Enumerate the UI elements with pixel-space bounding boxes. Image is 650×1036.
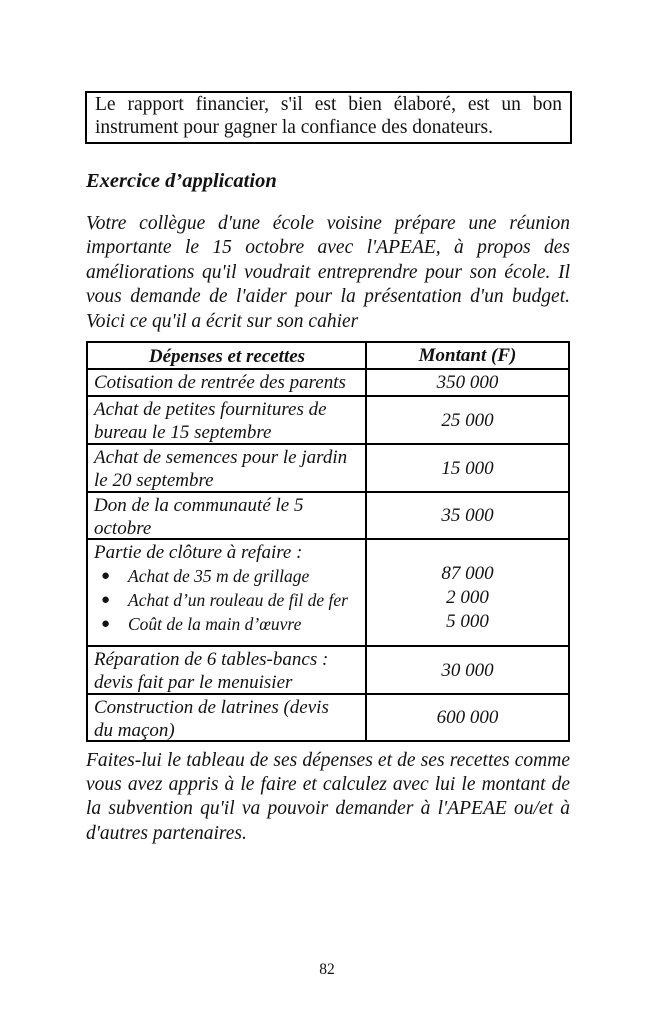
amount-value: 350 000 [436, 372, 499, 393]
row-amount-cell [367, 445, 568, 491]
amount-value: 5 000 [446, 611, 489, 632]
amount-value: 30 000 [441, 659, 494, 681]
row-amount-cell [367, 647, 568, 693]
bullet-item [94, 612, 360, 636]
row-label-cell [88, 493, 367, 538]
table-header-expenses: Dépenses et recettes [88, 343, 367, 368]
callout-line: Le rapport financier, s'il est bien élaboré, est un bon [95, 94, 562, 115]
table-row [88, 395, 568, 443]
outro-line: Faites-lui le tableau de ses dépenses et de ses recettes comme [86, 750, 570, 771]
page-number: 82 [319, 961, 335, 978]
amount-value: 25 000 [441, 409, 494, 431]
outro-line: d'autres partenaires. [86, 822, 247, 844]
row-label-line: Cotisation de rentrée des parents [94, 372, 346, 393]
intro-line: importante le 15 octobre avec l'APEAE, à propos des [86, 237, 570, 259]
row-label-line: bureau le 15 septembre [94, 422, 272, 443]
row-label-cell [88, 397, 367, 443]
bullet-dot-icon: ● [101, 568, 111, 584]
intro-line: vous demande de l'aider pour la présentation d'un budget. [86, 286, 570, 308]
outro-paragraph [86, 749, 570, 846]
table-row [88, 443, 568, 491]
callout-box [85, 91, 572, 144]
row-amount-cell [367, 493, 568, 538]
budget-table [86, 341, 570, 742]
row-label-cell [88, 445, 367, 491]
table-row [88, 368, 568, 395]
row-label-cell [88, 647, 367, 693]
intro-line: Votre collègue d'une école voisine prépare une réunion [86, 213, 570, 234]
table-row [88, 538, 568, 645]
bullet-dot-icon: ● [101, 616, 111, 632]
row-label-line: Achat de petites fournitures de [94, 399, 327, 420]
bullet-item [94, 564, 360, 588]
amount-value: 87 000 [441, 563, 494, 584]
outro-line: la subvention qu'il va pouvoir demander à l'APEAE ou/et à [86, 798, 570, 820]
row-amount-cell [367, 540, 568, 645]
row-label-line: Construction de latrines (devis [94, 697, 329, 718]
row-label-line: Don de la communauté le 5 [94, 495, 304, 516]
amount-value: 2 000 [446, 587, 489, 608]
table-row [88, 693, 568, 740]
intro-paragraph [86, 212, 570, 334]
row-label-line: Achat de semences pour le jardin [94, 447, 348, 468]
bullet-text: Coût de la main d’œuvre [128, 614, 302, 634]
row-amount-cell [367, 695, 568, 740]
bullet-item [94, 588, 360, 612]
section-heading: Exercice d’application [86, 170, 277, 192]
row-amount-cell [367, 370, 568, 395]
row-amount-cell [367, 397, 568, 443]
row-label-line: du maçon) [94, 720, 175, 740]
table-header-amount: Montant (F) [418, 345, 517, 366]
callout-line: instrument pour gagner la confiance des donateurs. [95, 116, 493, 138]
row-label-line: Partie de clôture à refaire : [94, 542, 303, 563]
row-label-line: devis fait par le menuisier [94, 672, 293, 693]
row-label-cell [88, 540, 367, 645]
table-row [88, 645, 568, 693]
bullet-text: Achat de 35 m de grillage [128, 566, 310, 586]
row-label-cell [88, 370, 367, 395]
amount-value: 35 000 [441, 505, 494, 526]
row-label-cell [88, 695, 367, 740]
amount-value: 15 000 [441, 457, 494, 479]
table-header-row [88, 343, 568, 368]
bullet-text: Achat d’un rouleau de fil de fer [128, 590, 348, 610]
row-label-line: le 20 septembre [94, 470, 214, 491]
intro-line: Voici ce qu'il a écrit sur son cahier [86, 310, 359, 332]
intro-line: améliorations qu'il voudrait entreprendre pour son école. Il [86, 261, 570, 283]
bullet-dot-icon: ● [101, 592, 111, 608]
amount-value: 600 000 [436, 707, 499, 728]
row-label-line: Réparation de 6 tables-bancs : [94, 649, 329, 670]
table-row [88, 491, 568, 538]
row-label-line: octobre [94, 518, 152, 538]
outro-line: vous avez appris à le faire et calculez avec lui le montant de [86, 774, 570, 796]
